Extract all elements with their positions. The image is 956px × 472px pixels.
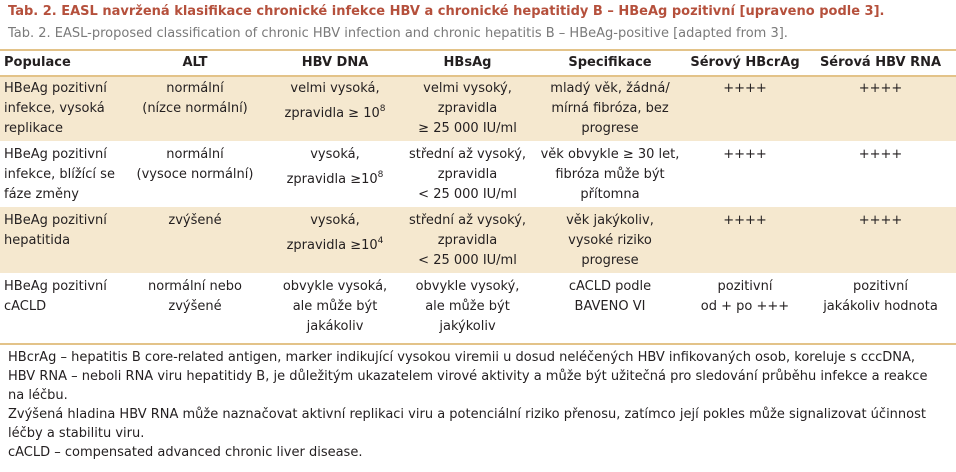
table-header-row — [0, 50, 956, 75]
cell-hbcrag: ++++ — [685, 75, 805, 141]
table-row — [0, 207, 956, 273]
cell-specifikace: věk jakýkoliv, vysoké riziko progrese — [535, 207, 685, 273]
header-hbv-rna: Sérová HBV RNA — [819, 55, 942, 70]
cell-populace: HBeAg pozitivní cACLD — [0, 273, 120, 339]
cell-hbv-rna: pozitivní jakákoliv hodnota — [805, 273, 956, 339]
cell-specifikace: cACLD podle BAVENO VI — [535, 273, 685, 339]
cell-alt: normální (vysoce normální) — [120, 141, 270, 207]
header-specifikace: Specifikace — [568, 55, 652, 70]
classification-table — [0, 50, 956, 339]
note-line: HBcrAg – hepatitis B core-related antigen, marker indikující vysokou viremii u dosud neléčených HBV infikovaných osob, koreluje s cccDNA, — [8, 350, 916, 365]
cell-hbsag: střední až vysoký, zpravidla < 25 000 IU/ml — [400, 141, 535, 207]
cell-hbcrag: ++++ — [685, 207, 805, 273]
header-hbv-dna: HBV DNA — [301, 55, 369, 70]
cell-hbsag: velmi vysoký, zpravidla ≥ 25 000 IU/ml — [400, 75, 535, 141]
cell-hbv-rna: ++++ — [805, 207, 956, 273]
cell-hbcrag: pozitivní od + po +++ — [685, 273, 805, 339]
cell-hbv-dna: vysoká, zpravidla $\ge 10^8$ — [270, 141, 400, 207]
note-line: HBV RNA – neboli RNA viru hepatitidy B, je důležitým ukazatelem virové aktivity a může být užitečná pro sledování průběhu infekce a reakce — [8, 369, 928, 384]
note-line: cACLD – compensated advanced chronic liver disease. — [8, 445, 363, 460]
cell-populace: HBeAg pozitivní infekce, blížící se fáze změny — [0, 141, 120, 207]
cell-hbv-rna: ++++ — [805, 141, 956, 207]
header-bottom-rule — [0, 75, 956, 77]
table-row — [0, 75, 956, 141]
cell-populace: HBeAg pozitivní hepatitida — [0, 207, 120, 273]
table-subtitle: Tab. 2. EASL-proposed classification of chronic HBV infection and chronic hepatitis B – HBeAg-positive [adapted from 3]. — [8, 26, 788, 41]
note-line: Zvýšená hladina HBV RNA může naznačovat aktivní replikaci viru a potenciální riziko přenosu, zatímco její pokles může signalizovat účinnost — [8, 407, 926, 422]
cell-hbv-dna: velmi vysoká, zpravidla ≥ $10^8$ — [270, 75, 400, 141]
table-bottom-rule — [0, 343, 956, 345]
header-populace: Populace — [4, 55, 71, 70]
cell-alt: zvýšené — [120, 207, 270, 273]
cell-hbv-dna: vysoká, zpravidla $\ge 10^4$ — [270, 207, 400, 273]
table-title: Tab. 2. EASL navržená klasifikace chronické infekce HBV a chronické hepatitidy B – HBeAg pozitivní [upraveno podle 3]. — [8, 4, 885, 19]
table-notes — [8, 348, 952, 462]
cell-hbsag: obvykle vysoký, ale může být jakýkoliv — [400, 273, 535, 339]
note-line: na léčbu. — [8, 388, 68, 403]
table-row — [0, 141, 956, 207]
header-hbcrag: Sérový HBcrAg — [690, 55, 800, 70]
cell-populace: HBeAg pozitivní infekce, vysoká replikace — [0, 75, 120, 141]
table-row — [0, 273, 956, 339]
cell-hbsag: střední až vysoký, zpravidla < 25 000 IU/ml — [400, 207, 535, 273]
cell-alt: normální (nízce normální) — [120, 75, 270, 141]
cell-specifikace: věk obvykle ≥ 30 let, fibróza může být přítomna — [535, 141, 685, 207]
cell-hbv-dna: obvykle vysoká, ale může být jakákoliv — [270, 273, 400, 339]
header-hbsag: HBsAg — [443, 55, 492, 70]
cell-alt: normální nebo zvýšené — [120, 273, 270, 339]
note-line: léčby a stabilitu viru. — [8, 426, 145, 441]
cell-hbcrag: ++++ — [685, 141, 805, 207]
cell-hbv-rna: ++++ — [805, 75, 956, 141]
header-alt: ALT — [182, 55, 208, 70]
cell-specifikace: mladý věk, žádná/ mírná fibróza, bez progrese — [535, 75, 685, 141]
